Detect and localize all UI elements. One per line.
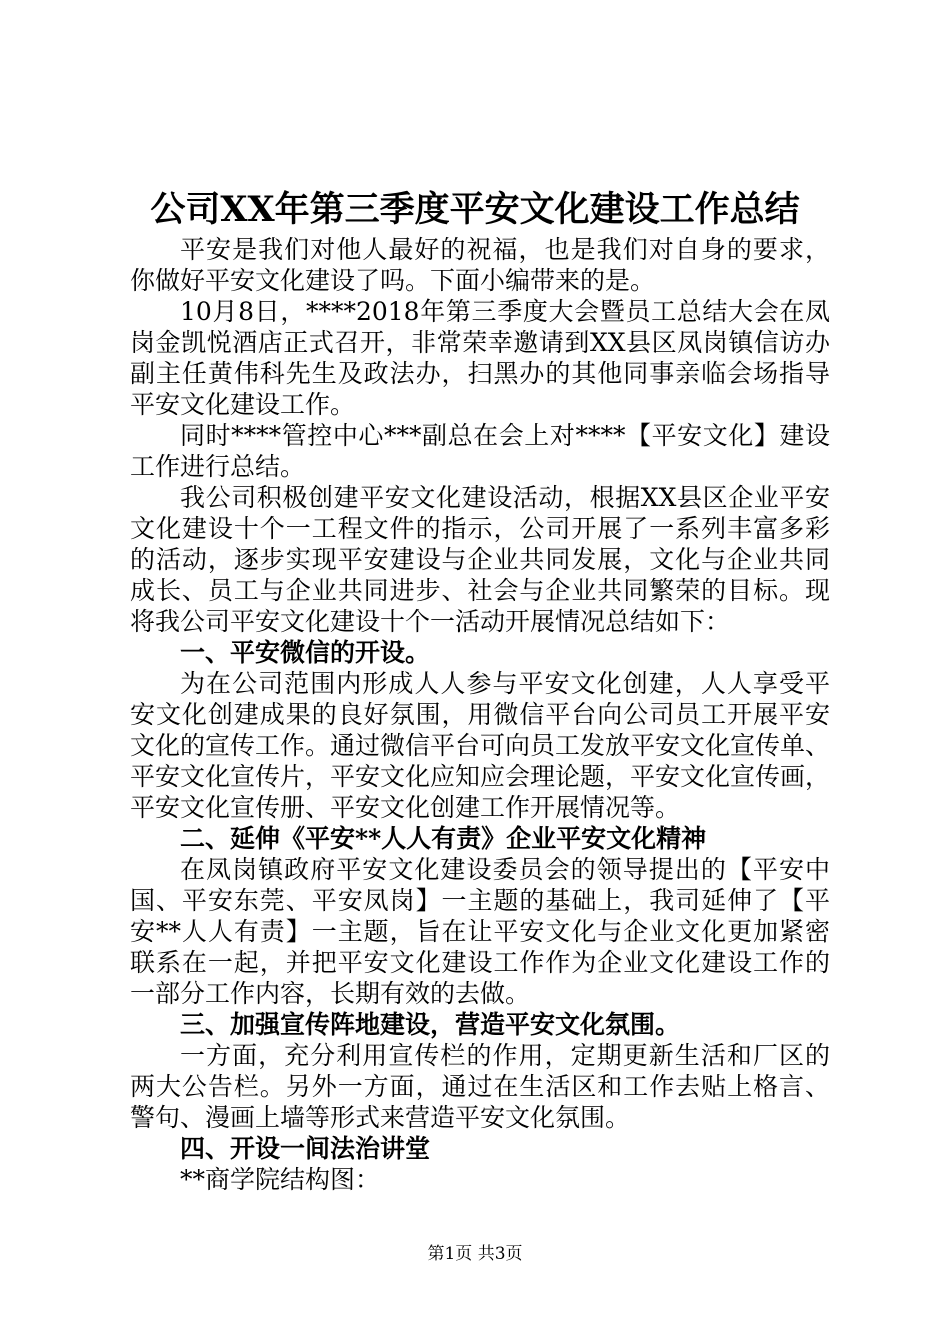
paragraph-line: 平安文化建设工作。 — [130, 390, 356, 419]
paragraph-line: 安文化创建成果的良好氛围，用微信平台向公司员工开展平安 — [130, 700, 830, 729]
paragraph-line: 文化建设十个一工程文件的指示，公司开展了一系列丰富多彩 — [130, 514, 830, 543]
paragraph-line: 岗金凯悦酒店正式召开，非常荣幸邀请到XX县区凤岗镇信访办 — [130, 328, 830, 357]
paragraph-line: 我公司积极创建平安文化建设活动，根据XX县区企业平安 — [180, 483, 830, 512]
section-heading: 一、平安微信的开设。 — [180, 638, 431, 667]
paragraph-line: 两大公告栏。另外一方面，通过在生活区和工作去贴上格言、 — [130, 1072, 830, 1101]
section-heading: 四、开设一间法治讲堂 — [180, 1134, 431, 1163]
paragraph-line: 一方面，充分利用宣传栏的作用，定期更新生活和厂区的 — [180, 1041, 830, 1070]
paragraph-line: 成长、员工与企业共同进步、社会与企业共同繁荣的目标。现 — [130, 576, 830, 605]
paragraph-line: 联系在一起，并把平安文化建设工作作为企业文化建设工作的 — [130, 948, 830, 977]
paragraph-line: 你做好平安文化建设了吗。下面小编带来的是。 — [130, 266, 656, 295]
paragraph-line: 文化的宣传工作。通过微信平台可向员工发放平安文化宣传单、 — [130, 731, 831, 760]
paragraph-line: 警句、漫画上墙等形式来营造平安文化氛围。 — [130, 1103, 631, 1132]
section-heading: 二、延伸《平安**人人有责》企业平安文化精神 — [180, 824, 707, 853]
paragraph-line: 工作进行总结。 — [130, 452, 306, 481]
paragraph-line: 在凤岗镇政府平安文化建设委员会的领导提出的【平安中 — [180, 855, 830, 884]
paragraph-line: 平安是我们对他人最好的祝福，也是我们对自身的要求， — [180, 235, 830, 264]
paragraph-line: 安**人人有责】一主题，旨在让平安文化与企业文化更加紧密 — [130, 917, 830, 946]
paragraph-line: 为在公司范围内形成人人参与平安文化创建，人人享受平 — [180, 669, 830, 698]
paragraph-line: 将我公司平安文化建设十个一活动开展情况总结如下： — [130, 607, 731, 636]
paragraph-line: 同时****管控中心***副总在会上对****【平安文化】建设 — [180, 421, 830, 450]
paragraph-line: 10月8日，****2018年第三季度大会暨员工总结大会在凤 — [180, 297, 830, 326]
page-number: 第1页 共3页 — [427, 1244, 523, 1264]
paragraph-line: 平安文化宣传片，平安文化应知应会理论题，平安文化宣传画， — [130, 762, 831, 791]
paragraph-line: 平安文化宣传册、平安文化创建工作开展情况等。 — [130, 793, 681, 822]
document-body — [130, 234, 830, 1195]
paragraph-line: 国、平安东莞、平安凤岗】一主题的基础上，我司延伸了【平 — [130, 886, 830, 915]
document-title: 公司XX年第三季度平安文化建设工作总结 — [150, 189, 800, 230]
paragraph-line: **商学院结构图： — [180, 1165, 381, 1194]
section-heading: 三、加强宣传阵地建设，营造平安文化氛围。 — [180, 1010, 681, 1039]
paragraph-line: 副主任黄伟科先生及政法办，扫黑办的其他同事亲临会场指导 — [130, 359, 830, 388]
paragraph-line: 一部分工作内容，长期有效的去做。 — [130, 979, 531, 1008]
paragraph-line: 的活动，逐步实现平安建设与企业共同发展，文化与企业共同 — [130, 545, 830, 574]
